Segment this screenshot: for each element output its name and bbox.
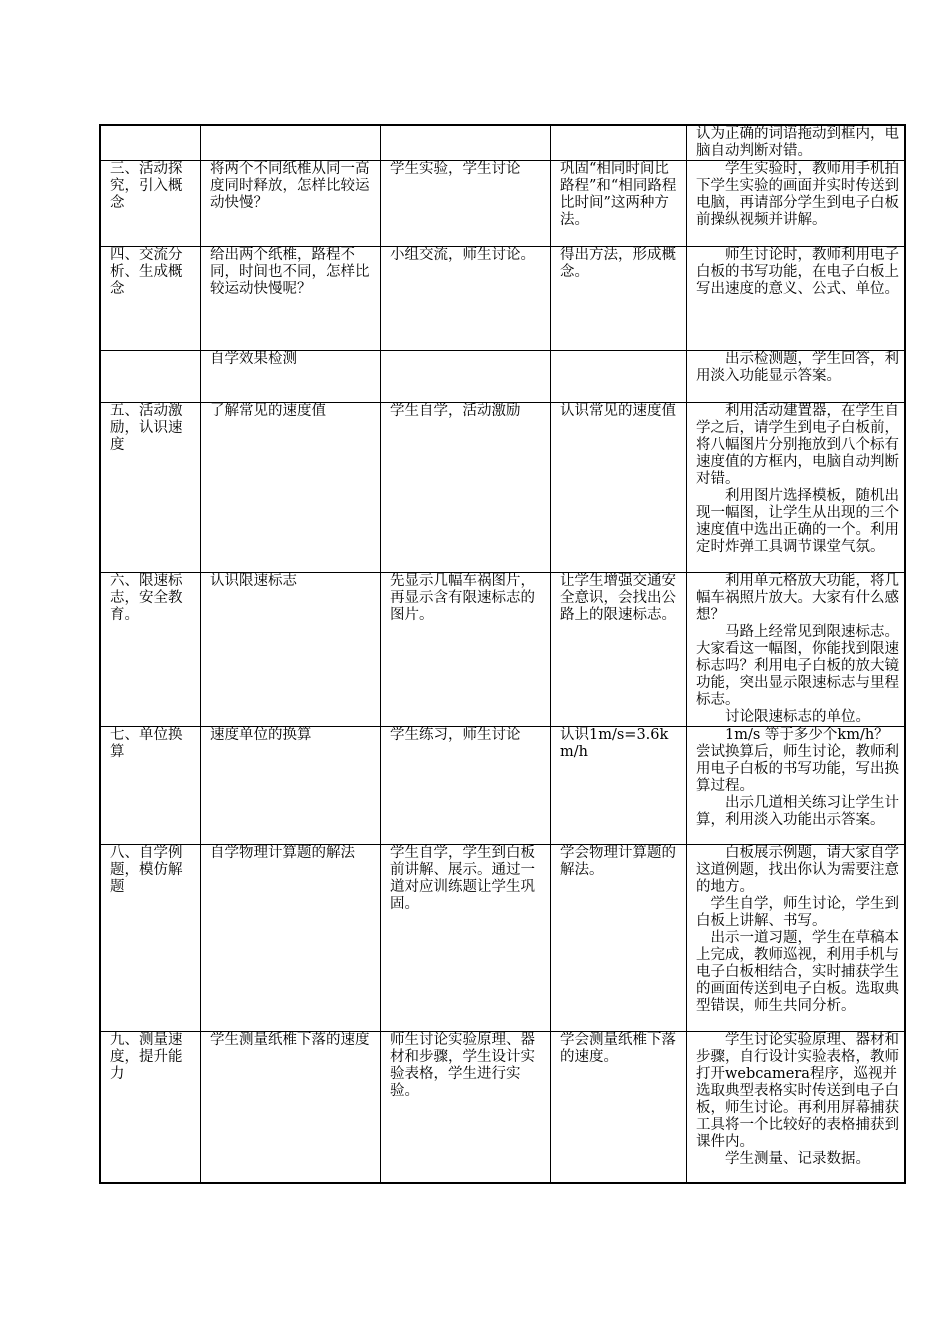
- tech-paragraph: 师生讨论时，教师利用电子白板的书写功能，在电子白板上写出速度的意义、公式、单位。: [696, 247, 899, 297]
- tech-cell: [687, 573, 905, 727]
- tech-paragraph: 利用图片选择模板，随机出现一幅图，让学生从出现的三个速度值中选出正确的一个。利用定时炸弹工具调节课堂气氛。: [696, 488, 899, 555]
- activity-cell: 学生自学，学生到白板前讲解、展示。通过一道对应训练题让学生巩固。: [381, 845, 551, 1032]
- stage-cell: 九、测量速度，提升能力: [101, 1032, 201, 1183]
- tech-paragraph: 出示一道习题，学生在草稿本上完成，教师巡视，利用手机与电子白板相结合，实时捕获学生的画面传送到电子白板。选取典型错误，师生共同分析。: [696, 930, 899, 1014]
- table-row: [101, 126, 905, 161]
- activity-cell: 学生练习，师生讨论: [381, 727, 551, 845]
- table-row: [101, 845, 905, 1032]
- table-row: [101, 351, 905, 403]
- stage-cell: 六、限速标志，安全教育。: [101, 573, 201, 727]
- stage-cell: [101, 351, 201, 403]
- tech-paragraph: 出示几道相关练习让学生计算，利用淡入功能出示答案。: [696, 795, 899, 828]
- activity-cell: [381, 351, 551, 403]
- tech-paragraph: 1m/s 等于多少个km/h？尝试换算后，师生讨论，教师利用电子白板的书写功能，写出换算过程。: [696, 727, 899, 794]
- tech-paragraph: 马路上经常见到限速标志。大家看这一幅图，你能找到限速标志吗？利用电子白板的放大镜功能，突出显示限速标志与里程标志。: [696, 624, 899, 708]
- activity-cell: [381, 126, 551, 161]
- tech-cell: [687, 247, 905, 351]
- goal-cell: 学会测量纸椎下落的速度。: [551, 1032, 687, 1183]
- content-cell: 学生测量纸椎下落的速度: [201, 1032, 381, 1183]
- tech-paragraph: 白板展示例题，请大家自学这道例题，找出你认为需要注意的地方。: [696, 845, 899, 895]
- table-row: [101, 161, 905, 247]
- tech-cell: [687, 126, 905, 161]
- stage-cell: 三、活动探究，引入概念: [101, 161, 201, 247]
- tech-cell: [687, 161, 905, 247]
- tech-cell: [687, 727, 905, 845]
- goal-cell: 得出方法，形成概念。: [551, 247, 687, 351]
- content-cell: 速度单位的换算: [201, 727, 381, 845]
- goal-cell: 巩固“相同时间比路程”和“相同路程比时间”这两种方法。: [551, 161, 687, 247]
- content-cell: [201, 126, 381, 161]
- stage-cell: 五、活动激励，认识速度: [101, 403, 201, 573]
- tech-paragraph: 出示检测题，学生回答，利用淡入功能显示答案。: [696, 351, 899, 384]
- activity-cell: 先显示几幅车祸图片，再显示含有限速标志的图片。: [381, 573, 551, 727]
- content-cell: 自学物理计算题的解法: [201, 845, 381, 1032]
- content-cell: 了解常见的速度值: [201, 403, 381, 573]
- tech-cell: [687, 845, 905, 1032]
- tech-paragraph: 学生测量、记录数据。: [725, 1151, 870, 1167]
- activity-cell: 学生实验，学生讨论: [381, 161, 551, 247]
- activity-cell: 学生自学，活动激励: [381, 403, 551, 573]
- table-row: [101, 573, 905, 727]
- activity-cell: 师生讨论实验原理、器材和步骤，学生设计实验表格，学生进行实验。: [381, 1032, 551, 1183]
- goal-cell: 认识常见的速度值: [551, 403, 687, 573]
- tech-paragraph: 学生讨论实验原理、器材和步骤，自行设计实验表格，教师打开webcamera程序，巡视并选取典型表格实时传送到电子白板，师生讨论。再利用屏幕捕获工具将一个比较好的表格捕获到课件内。: [696, 1032, 899, 1150]
- stage-cell: 八、自学例题，模仿解题: [101, 845, 201, 1032]
- tech-cell: [687, 1032, 905, 1183]
- table-row: [101, 727, 905, 845]
- goal-cell: 学会物理计算题的解法。: [551, 845, 687, 1032]
- stage-cell: [101, 126, 201, 161]
- tech-cell: [687, 403, 905, 573]
- goal-cell: [551, 126, 687, 161]
- table-row: [101, 247, 905, 351]
- table-row: [101, 403, 905, 573]
- table-row: [101, 1032, 905, 1183]
- tech-paragraph: 学生实验时，教师用手机拍下学生实验的画面并实时传送到电脑，再请部分学生到电子白板前操纵视频并讲解。: [696, 161, 899, 228]
- goal-cell: 让学生增强交通安全意识，会找出公路上的限速标志。: [551, 573, 687, 727]
- tech-paragraph: 认为正确的词语拖动到框内，电脑自动判断对错。: [696, 126, 899, 159]
- activity-cell: 小组交流，师生讨论。: [381, 247, 551, 351]
- tech-paragraph: 讨论限速标志的单位。: [725, 709, 870, 725]
- content-cell: 认识限速标志: [201, 573, 381, 727]
- content-cell: 将两个不同纸椎从同一高度同时释放，怎样比较运动快慢？: [201, 161, 381, 247]
- tech-cell: [687, 351, 905, 403]
- content-cell: 给出两个纸椎，路程不同，时间也不同，怎样比较运动快慢呢？: [201, 247, 381, 351]
- tech-paragraph: 利用单元格放大功能，将几幅车祸照片放大。大家有什么感想？: [696, 573, 899, 623]
- content-cell: 自学效果检测: [201, 351, 381, 403]
- tech-paragraph: 学生自学，师生讨论，学生到白板上讲解、书写。: [696, 896, 899, 929]
- stage-cell: 七、单位换算: [101, 727, 201, 845]
- goal-cell: 认识1m/s=3.6km/h: [551, 727, 687, 845]
- stage-cell: 四、交流分析、生成概念: [101, 247, 201, 351]
- goal-cell: [551, 351, 687, 403]
- tech-paragraph: 利用活动建置器，在学生自学之后，请学生到电子白板前，将八幅图片分别拖放到八个标有速度值的方框内，电脑自动判断对错。: [696, 403, 899, 487]
- lesson-plan-table: [100, 125, 905, 1183]
